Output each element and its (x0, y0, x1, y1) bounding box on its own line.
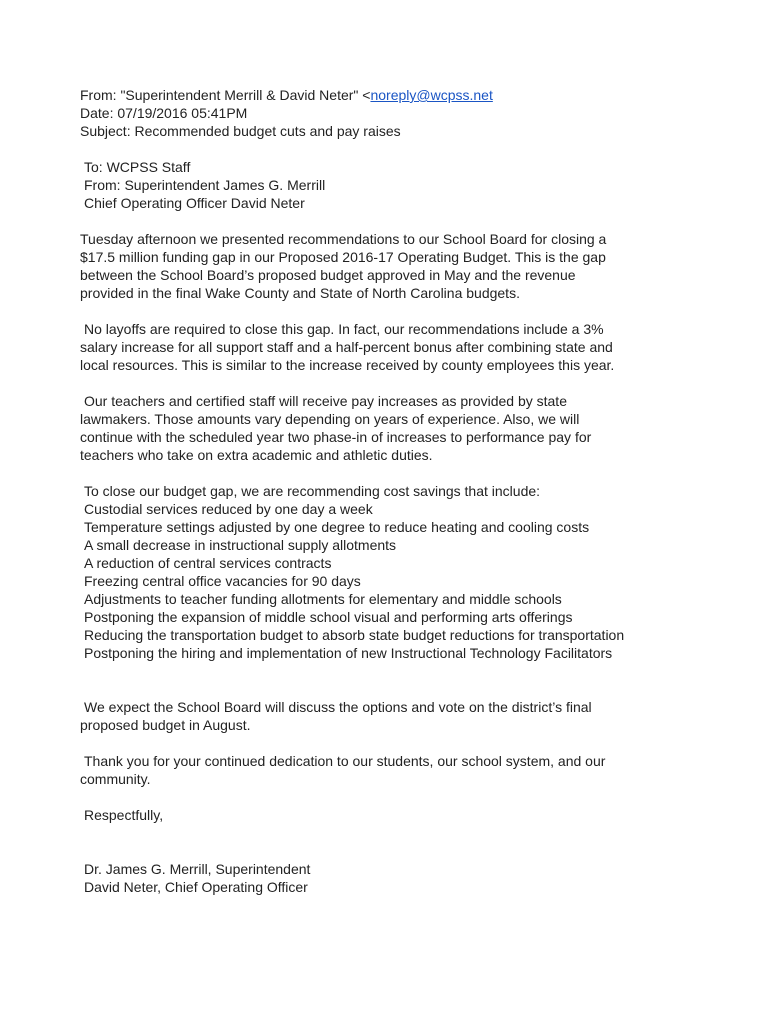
memo-to: To: WCPSS Staff (84, 159, 191, 175)
paragraph-5 (80, 752, 680, 788)
memo-block (80, 158, 680, 212)
paragraph-line: No layoffs are required to close this gap. In fact, our recommendations include a 3% (84, 321, 604, 337)
paragraph-line: between the School Board’s proposed budget approved in May and the revenue (80, 267, 576, 283)
email-header (80, 86, 680, 140)
paragraph-line: lawmakers. Those amounts vary depending on years of experience. Also, we will (80, 411, 580, 427)
cost-savings-list (80, 482, 680, 662)
paragraph-line: provided in the final Wake County and State of North Carolina budgets. (80, 285, 520, 301)
email-document (80, 86, 680, 896)
closing-text: Respectfully, (84, 807, 164, 823)
list-item: Freezing central office vacancies for 90 days (84, 573, 361, 589)
memo-from: From: Superintendent James G. Merrill (84, 177, 326, 193)
closing (80, 806, 680, 824)
paragraph-1 (80, 230, 680, 302)
paragraph-line: proposed budget in August. (80, 717, 251, 733)
paragraph-4 (80, 698, 680, 734)
paragraph-line: $17.5 million funding gap in our Proposed 2016-17 Operating Budget. This is the gap (80, 249, 606, 265)
list-item: A small decrease in instructional supply allotments (84, 537, 397, 553)
subject-line: Subject: Recommended budget cuts and pay raises (80, 123, 401, 139)
signature-coo: David Neter, Chief Operating Officer (84, 879, 308, 895)
paragraph-line: local resources. This is similar to the increase received by county employees this year. (80, 357, 615, 373)
paragraph-line: Tuesday afternoon we presented recommendations to our School Board for closing a (80, 231, 607, 247)
from-label: From: "Superintendent Merrill & David Neter" < (80, 87, 371, 103)
list-item: Postponing the expansion of middle school visual and performing arts offerings (84, 609, 573, 625)
paragraph-line: salary increase for all support staff and a half-percent bonus after combining state and (80, 339, 613, 355)
from-line (80, 86, 680, 104)
signature-superintendent: Dr. James G. Merrill, Superintendent (84, 861, 311, 877)
paragraph-3 (80, 392, 680, 464)
paragraph-line: We expect the School Board will discuss the options and vote on the district’s final (84, 699, 592, 715)
list-item: Temperature settings adjusted by one degree to reduce heating and cooling costs (84, 519, 590, 535)
list-item: A reduction of central services contracts (84, 555, 332, 571)
list-item: Reducing the transportation budget to absorb state budget reductions for transportation (84, 627, 625, 643)
paragraph-line: Our teachers and certified staff will receive pay increases as provided by state (84, 393, 567, 409)
sender-email-link[interactable]: noreply@wcpss.net (370, 87, 493, 103)
paragraph-line: continue with the scheduled year two phase-in of increases to performance pay for (80, 429, 592, 445)
date-line: Date: 07/19/2016 05:41PM (80, 105, 248, 121)
list-intro: To close our budget gap, we are recommending cost savings that include: (84, 483, 541, 499)
paragraph-line: teachers who take on extra academic and athletic duties. (80, 447, 433, 463)
list-item: Custodial services reduced by one day a week (84, 501, 373, 517)
paragraph-2 (80, 320, 680, 374)
paragraph-line: community. (80, 771, 151, 787)
paragraph-line: Thank you for your continued dedication to our students, our school system, and our (84, 753, 606, 769)
signature-block (80, 860, 680, 896)
list-item: Adjustments to teacher funding allotments for elementary and middle schools (84, 591, 562, 607)
memo-from-coo: Chief Operating Officer David Neter (84, 195, 305, 211)
list-item: Postponing the hiring and implementation of new Instructional Technology Facilitators (84, 645, 613, 661)
